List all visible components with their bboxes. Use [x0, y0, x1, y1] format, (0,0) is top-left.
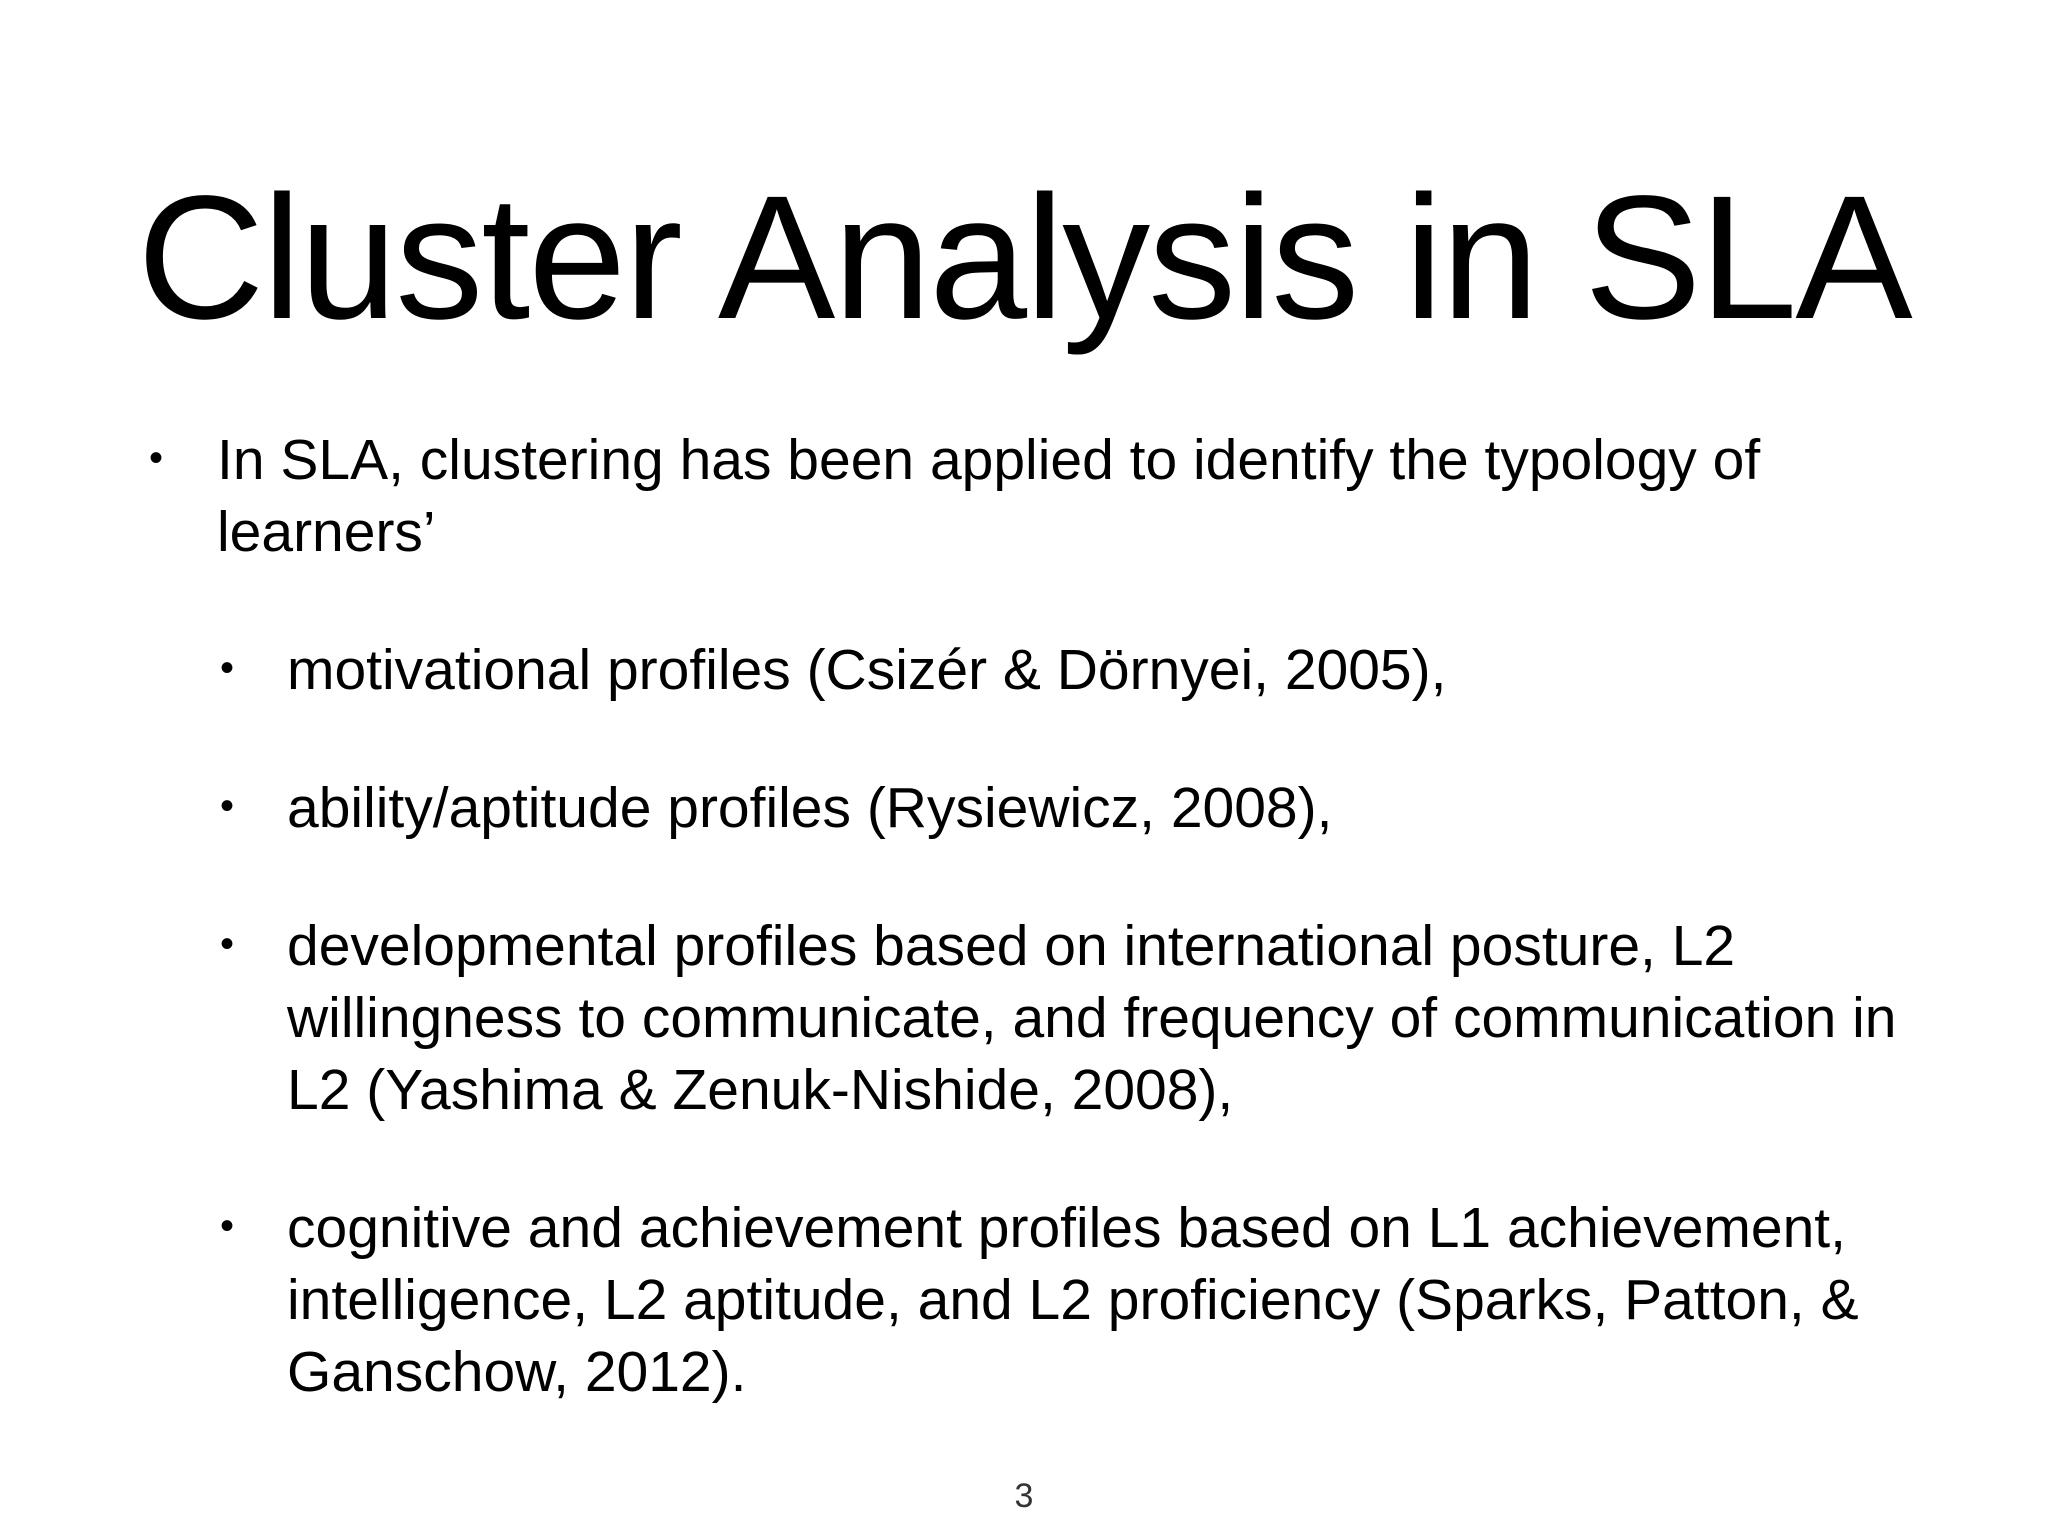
- sub-bullet-item: [220, 634, 1927, 706]
- bullet-text: cognitive and achievement profiles based on L1 achievement, intelligence, L2 aptitude, and L2 proficiency (Sparks, Patton, & Ganschow, 2012).: [287, 1196, 1859, 1404]
- bullet-dot-icon: •: [220, 1204, 235, 1248]
- bullet-text: motivational profiles (Csizér & Dörnyei, 2005),: [287, 638, 1447, 702]
- bullet-item: [149, 424, 1857, 568]
- bullet-dot-icon: •: [220, 646, 235, 690]
- sub-bullet-item: [220, 910, 1927, 1126]
- bullet-dot-icon: •: [220, 784, 235, 828]
- bullet-text: ability/aptitude profiles (Rysiewicz, 2008),: [287, 776, 1333, 840]
- bullet-text: developmental profiles based on international posture, L2 willingness to communicate, and frequency of communication in L2 (Yashima & Zenuk-Nishide, 2008),: [287, 914, 1897, 1122]
- sub-bullet-item: [220, 772, 1927, 844]
- bullet-dot-icon: •: [220, 922, 235, 966]
- bullet-text: In SLA, clustering has been applied to identify the typology of learners’: [217, 428, 1761, 564]
- sub-bullet-item: [220, 1192, 1927, 1408]
- bullet-dot-icon: •: [149, 436, 164, 480]
- page-number: 3: [1014, 1477, 1034, 1515]
- bullet-list: [0, 424, 2048, 1408]
- slide-title: Cluster Analysis in SLA: [137, 160, 1911, 356]
